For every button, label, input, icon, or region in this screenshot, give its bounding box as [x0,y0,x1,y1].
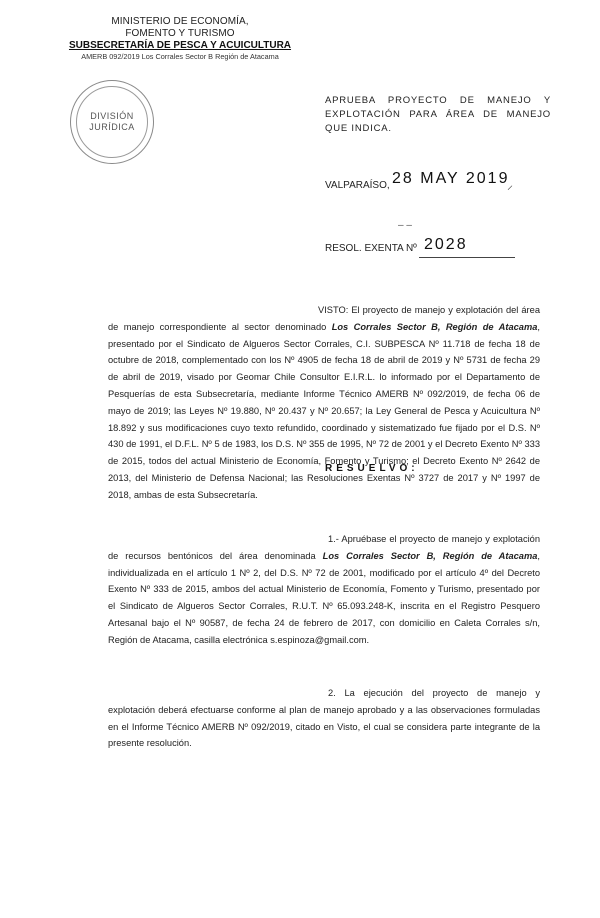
resolution-label: RESOL. EXENTA Nº [325,243,417,254]
place-label: VALPARAÍSO, [325,180,390,191]
visto-sector: Los Corrales Sector B, Región de Atacama [331,321,538,332]
article-2-text: 2. La ejecución del proyecto de manejo y explotación deberá efectuarse conforme al plan de manejo aprobado y a las observaciones formuladas en el Informe Técnico AMERB Nº 092/2019, citado en Visto, el cual se considera parte integrante de la presente resolución. [108,688,540,749]
letterhead [50,16,310,62]
visto-lead: VISTO: El proyecto de manejo y explotación del área de manejo correspondiente al sector denominado [108,305,540,332]
ministry-name: MINISTERIO DE ECONOMÍA, [111,16,249,27]
handwritten-mark: – – [398,220,412,231]
article-1 [108,531,540,649]
stamp-text [71,111,153,133]
article-2 [108,685,540,752]
stamp-line-1: DIVISIÓN [90,111,134,121]
date-mark: ⸝ [507,178,514,192]
resuelvo-heading: RESUELVO: [325,463,419,474]
article-1-sector: Los Corrales Sector B, Región de Atacama [322,550,538,561]
visto-rest: , presentado por el Sindicato de Algueros Sector Corrales, C.I. SUBPESCA Nº 11.718 de fecha 18 de octubre de 2018, complementado con los Nº 4905 de fecha 18 de abril de 2019 y Nº 5731 de fecha 29 de abril de 2019, visado por Geomar Chile Consultor E.I.R.L. lo informado por el Departamento de Pesquerías de esta Subsecretaría, mediante Informe Técnico AMERB Nº 092/2019, de fecha 06 de mayo de 2019; las Leyes Nº 19.880, Nº 20.437 y Nº 20.657; la Ley General de Pesca y Acuicultura Nº 18.892 y sus modificaciones cuyo texto refundido, coordinado y sistematizado fue fijado por el D.S. Nº 430 de 1991, el D.F.L. Nº 5 de 1983, los D.S. Nº 355 de 1995, Nº 72 de 2001 y el Decreto Exento Nº 333 de 2015, todos del actual Ministerio de Economía, Fomento y Turismo; el Decreto Exento Nº 2642 de 2013, del Ministerio de Defensa Nacional; las Resoluciones Exentas Nº 3727 de 2017 y Nº 1997 de 2018, ambas de esta Subsecretaría. [108,321,541,500]
resolution-underline [419,257,515,258]
visto-paragraph [108,302,540,504]
document-reference: AMERB 092/2019 Los Corrales Sector B Región de Atacama [81,52,279,61]
article-1-lead: 1.- Apruébase el proyecto de manejo y explotación de recursos bentónicos del área denominada [108,534,540,561]
division-stamp [70,80,154,164]
resolution-summary: APRUEBA PROYECTO DE MANEJO Y EXPLOTACIÓN PARA ÁREA DE MANEJO QUE INDICA. [325,95,551,134]
resolution-number: 2028 [424,236,468,253]
article-1-rest: , individualizada en el artículo 1 Nº 2, del D.S. Nº 72 de 2001, modificado por el artículo 4º del Decreto Exento Nº 333 de 2015, ambos del actual Ministerio de Economía, Fomento y Turismo, presentado por el Sindicato de Algueros Sector Corrales, R.U.T. Nº 65.093.248-K, inscrita en el Registro Pesquero Artesanal bajo el Nº 90587, de fecha 24 de febrero de 2017, con domicilio en Caleta Corrales s/n, Región de Atacama, casilla electrónica s.espinoza@gmail.com. [108,550,540,645]
date-stamp: 28 MAY 2019 [392,170,510,187]
stamp-line-2: JURÍDICA [89,122,135,132]
subsecretaria-name: SUBSECRETARÍA DE PESCA Y ACUICULTURA [68,40,292,51]
ministry-name-cont: FOMENTO Y TURISMO [125,28,235,39]
